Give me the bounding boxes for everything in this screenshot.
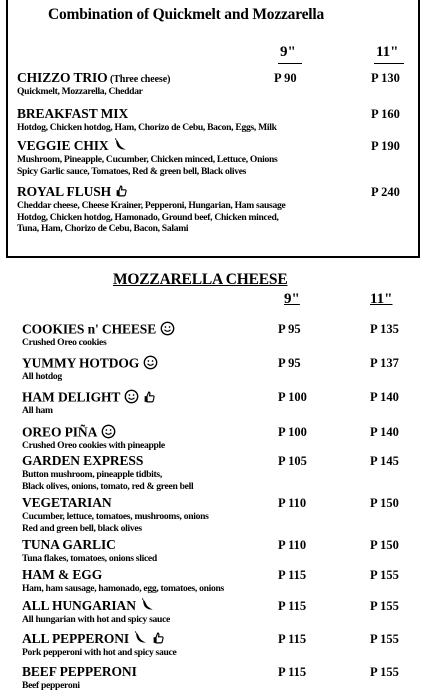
price-9-inch: P 115	[278, 632, 307, 646]
menu-item-title: VEGGIE CHIX	[17, 138, 109, 154]
menu-item-description: All hotdog	[22, 371, 62, 382]
menu-item-description: Hotdog, Chicken hotdog, Hamonado, Ground beef, Chicken minced,	[17, 211, 279, 223]
price-9-inch: P 95	[278, 322, 301, 336]
price-11-inch: P 155	[370, 599, 399, 613]
menu-item-description: Button mushroom, pineapple tidbits,	[22, 469, 162, 480]
menu-item-title: ALL PEPPERONI	[22, 631, 130, 647]
menu-item-title: YUMMY HOTDOG	[22, 355, 140, 371]
smiley-icon	[143, 355, 158, 374]
menu-item-description: Black olives, onions, tomato, red & green bell	[22, 480, 194, 492]
menu-item-title: GARDEN EXPRESS	[22, 453, 144, 468]
price-9-inch: P 110	[278, 538, 307, 552]
menu-item-note: (Three cheese)	[107, 74, 171, 85]
menu-item-name	[22, 567, 102, 583]
price-9-inch: P 95	[278, 356, 301, 370]
price-9-inch: P 110	[278, 496, 307, 510]
menu-item-description: Cheddar cheese, Cheese Krainer, Pepperoni, Hungarian, Ham sausage	[17, 200, 286, 211]
menu-item-description: Ham, ham sausage, hamonado, egg, tomatoes, onions	[22, 583, 224, 594]
menu-item-description: Red and green bell, black olives	[22, 522, 142, 534]
price-11-inch: P 155	[370, 568, 399, 582]
menu-item-title: TUNA GARLIC	[22, 537, 116, 552]
menu-item-description: All hungarian with hot and spicy sauce	[22, 614, 170, 625]
menu-item-title: ROYAL FLUSH	[17, 184, 112, 200]
menu-item-description: Mushroom, Pineapple, Cucumber, Chicken minced, Lettuce, Onions	[17, 154, 278, 165]
menu-item-title: OREO PIÑA	[22, 424, 98, 440]
price-11-inch: P 240	[371, 185, 400, 199]
menu-item-title: BREAKFAST MIX	[17, 106, 129, 121]
menu-item-description: Spicy Garlic sauce, Tomatoes, Red & green bell, Black olives	[17, 165, 247, 177]
section1-title: Combination of Quickmelt and Mozzarella	[48, 6, 325, 23]
menu-item-description: Quickmelt, Mozzarella, Cheddar	[17, 86, 143, 97]
price-11-inch: P 130	[371, 71, 400, 85]
price-11-inch: P 150	[370, 538, 399, 552]
menu-item-name	[22, 664, 137, 680]
menu-item-description: Hotdog, Chicken hotdog, Ham, Chorizo de Cebu, Bacon, Eggs, Milk	[17, 122, 277, 133]
menu-item-title: HAM DELIGHT	[22, 389, 121, 405]
price-11-inch: P 160	[371, 107, 400, 121]
menu-item-title: VEGETARIAN	[22, 495, 112, 510]
menu-item-title: BEEF PEPPERONI	[22, 664, 137, 679]
menu-item-description: Crushed Oreo cookies with pineapple	[22, 440, 165, 451]
section2-size-11: 11"	[370, 291, 393, 307]
price-9-inch: P 100	[278, 425, 307, 439]
menu-item-description: All ham	[22, 405, 53, 416]
section1-size-11: 11"	[376, 44, 399, 60]
menu-item-description: Tuna, Ham, Chorizo de Cebu, Bacon, Salami	[17, 223, 189, 235]
menu-item-name	[17, 106, 128, 122]
menu-item-description: Cucumber, lettuce, tomatoes, mushrooms, onions	[22, 511, 209, 522]
section2-size-9: 9"	[284, 291, 300, 307]
price-9-inch: P 115	[278, 599, 307, 613]
menu-item-title: ALL HUNGARIAN	[22, 598, 136, 614]
smiley-icon	[160, 321, 175, 340]
menu-item-description: Crushed Oreo cookies	[22, 337, 107, 348]
price-11-inch: P 135	[370, 322, 399, 336]
menu-item-name	[22, 537, 116, 553]
price-11-inch: P 155	[370, 665, 399, 679]
price-9-inch: P 115	[278, 665, 307, 679]
menu-item-title: COOKIES n' CHEESE	[22, 321, 157, 337]
menu-item-name	[22, 495, 112, 511]
menu-item-description: Tuna flakes, tomatoes, onions sliced	[22, 553, 157, 564]
price-11-inch: P 190	[371, 139, 400, 153]
smiley-icon	[124, 389, 139, 408]
menu-item-name	[17, 70, 170, 86]
price-9-inch: P 115	[278, 568, 307, 582]
section1-size-9: 9"	[280, 44, 296, 60]
price-11-inch: P 140	[370, 425, 399, 439]
menu-item-description: Pork pepperoni with hot and spicy sauce	[22, 647, 177, 658]
section2-title: MOZZARELLA CHEESE	[113, 271, 288, 288]
price-11-inch: P 145	[370, 454, 399, 468]
price-9-inch: P 90	[274, 71, 297, 85]
menu-item-description: Beef pepperoni	[22, 680, 80, 691]
price-9-inch: P 105	[278, 454, 307, 468]
section1-size-11-underline	[374, 63, 404, 64]
price-11-inch: P 137	[370, 356, 399, 370]
menu-item-name	[22, 453, 143, 469]
price-9-inch: P 100	[278, 390, 307, 404]
menu-item-title: CHIZZO TRIO	[17, 70, 108, 85]
menu-item-title: HAM & EGG	[22, 567, 103, 582]
section1-size-9-underline	[278, 63, 302, 64]
price-11-inch: P 155	[370, 632, 399, 646]
price-11-inch: P 140	[370, 390, 399, 404]
price-11-inch: P 150	[370, 496, 399, 510]
thumbs-up-icon	[143, 390, 156, 408]
